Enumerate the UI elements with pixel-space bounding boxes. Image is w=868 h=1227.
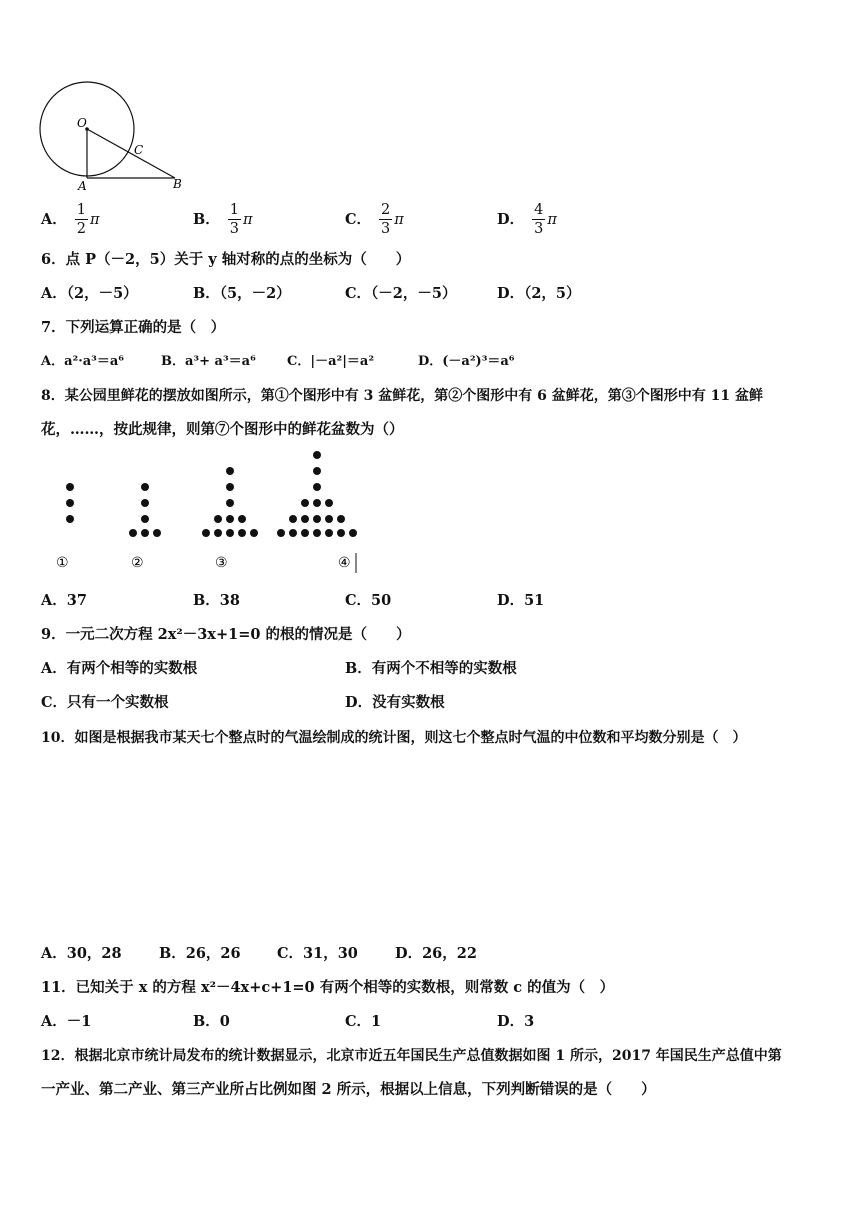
q12-stem-line-2: 一产业、第二产业、第三产业所占比例如图 2 所示，根据以上信息，下列判断错误的是（ ） [41,1081,656,1098]
q10-option-a[interactable]: A．30，28 [41,945,122,962]
q7-option-c[interactable]: C．|－a²|＝a² [287,354,375,369]
q11-option-a[interactable]: A．－1 [41,1013,92,1030]
q9-option-a[interactable]: A．有两个相等的实数根 [41,660,198,677]
q10-option-c[interactable]: C．31，30 [277,945,358,962]
q7-option-a[interactable]: A．a²·a³＝a⁶ [41,354,124,369]
pattern-1 [66,483,74,523]
q6-option-b[interactable]: B．（5，－2） [193,285,291,302]
q8-option-d[interactable]: D．51 [497,592,545,609]
q9-option-d[interactable]: D．没有实数根 [345,694,445,711]
q5-option-d[interactable]: D． $\frac{4}{3}$ π [497,202,557,237]
q5-option-b[interactable]: B． $\frac{1}{3}$ π [193,202,253,237]
q5-option-a[interactable]: A． $\frac{1}{2}$ π [41,202,100,237]
q8-option-b[interactable]: B．38 [193,592,240,609]
label-A: A [78,179,87,193]
circle-tangent-figure [35,80,195,195]
q6-option-d[interactable]: D．（2，5） [497,285,581,302]
pattern-label-4: ④ [338,555,351,571]
q9-stem: 9．一元二次方程 2x²－3x+1=0 的根的情况是（ ） [41,626,411,643]
q11-stem: 11．已知关于 x 的方程 x²－4x+c+1=0 有两个相等的实数根，则常数 c 的值为（ ） [41,979,615,996]
q9-option-c[interactable]: C．只有一个实数根 [41,694,169,711]
q7-option-d[interactable]: D．(－a²)³＝a⁶ [418,354,515,369]
label-O: O [77,116,87,130]
q8-stem-line-2: 花，……，按此规律，则第⑦个图形中的鲜花盆数为（） [41,421,404,438]
q10-option-d[interactable]: D．26，22 [395,945,477,962]
q8-stem-line-1: 8．某公园里鲜花的摆放如图所示，第①个图形中有 3 盆鲜花，第②个图形中有 6 盆鲜花，第③个图形中有 11 盆鲜 [41,388,763,404]
q7-option-b[interactable]: B．a³+ a³＝a⁶ [161,354,256,369]
q7-stem: 7．下列运算正确的是（ ） [41,319,226,336]
label-C: C [134,143,144,157]
q10-stem: 10．如图是根据我市某天七个整点时的气温绘制成的统计图，则这七个整点时气温的中位数和平均数分别是（ ） [41,730,747,746]
q8-option-c[interactable]: C．50 [345,592,392,609]
q9-option-b[interactable]: B．有两个不相等的实数根 [345,660,517,677]
q6-stem: 6．点 P（－2，5）关于 y 轴对称的点的坐标为（ ） [41,251,411,268]
pattern-3 [202,467,258,537]
pattern-4 [277,451,357,537]
pattern-label-1: ① [56,555,69,571]
q10-figure-placeholder [41,760,821,930]
pattern-label-2: ② [131,555,144,571]
q5-option-c[interactable]: C． $\frac{2}{3}$ π [345,202,404,237]
flower-pattern-figure [40,445,440,585]
q12-stem-line-1: 12．根据北京市统计局发布的统计数据显示，北京市近五年国民生产总值数据如图 1 所示，2017 年国民生产总值中第 [41,1048,782,1064]
q6-option-a[interactable]: A．（2，－5） [41,285,138,302]
q11-option-b[interactable]: B．0 [193,1013,230,1030]
pattern-label-3: ③ [215,555,228,571]
q8-option-a[interactable]: A．37 [41,592,87,609]
q11-option-c[interactable]: C．1 [345,1013,382,1030]
q11-option-d[interactable]: D．3 [497,1013,535,1030]
pattern-2 [129,483,161,537]
label-B: B [173,177,182,191]
q10-option-b[interactable]: B．26，26 [159,945,241,962]
q6-option-c[interactable]: C．（－2，－5） [345,285,457,302]
